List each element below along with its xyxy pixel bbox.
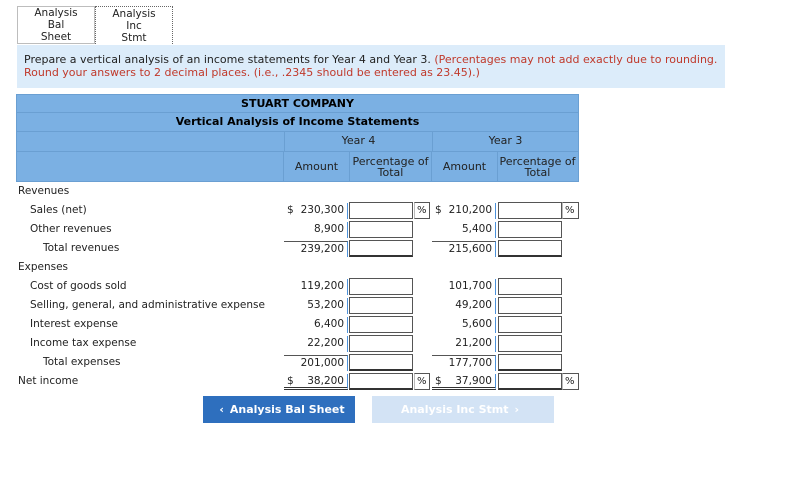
percent-input-y4[interactable] [349, 354, 413, 371]
percent-input-y3[interactable] [498, 316, 562, 333]
amount-y3: 5,600 [432, 317, 496, 333]
amount-y3: 21,200 [432, 336, 496, 352]
currency-sign: $ [435, 204, 442, 216]
row-label: Cost of goods sold [30, 280, 127, 292]
instructions-text: Prepare a vertical analysis of an income statements for Year 4 and Year 3. [24, 53, 431, 66]
amount-y4: 119,200 [284, 279, 348, 295]
pct-header-line2: Total [524, 165, 551, 179]
row-label: Net income [18, 375, 79, 387]
currency-sign: $ [287, 204, 294, 216]
amount-header-y3: Amount [431, 152, 497, 181]
percent-input-y3[interactable] [498, 373, 562, 390]
pct-header-line1: Percentage of [352, 154, 429, 168]
prev-button-label: Analysis Bal Sheet [229, 403, 345, 416]
pct-header-line2: Total [377, 165, 404, 179]
currency-sign: $ [435, 375, 442, 387]
amount-y4: $ 38,200 [284, 374, 348, 390]
tab-analysis-inc-stmt[interactable] [95, 6, 173, 44]
year3-header: Year 3 [432, 132, 578, 151]
tab-analysis-bal-sheet[interactable] [17, 6, 95, 44]
pct-header-line1: Percentage of [499, 154, 576, 168]
amount-y3: 177,700 [432, 355, 496, 371]
percent-input-y4[interactable] [349, 297, 413, 314]
year-header-row [16, 132, 579, 151]
percent-sign: % [417, 376, 427, 387]
instructions-panel [17, 45, 725, 88]
amount-y4: 22,200 [284, 336, 348, 352]
tab-label-line2: Sheet [40, 31, 72, 43]
row-label: Total revenues [43, 242, 120, 254]
percent-sign: % [417, 205, 427, 216]
percent-input-y3[interactable] [498, 297, 562, 314]
table-row-sales [16, 201, 579, 220]
row-label: Sales (net) [30, 204, 87, 216]
percent-sign: % [565, 376, 575, 387]
amount-y3: 215,600 [432, 241, 496, 257]
tab-label-line1: Analysis Inc [112, 7, 156, 32]
percent-input-y4[interactable] [349, 316, 413, 333]
row-label: Selling, general, and administrative expense [30, 299, 265, 311]
percent-input-y3[interactable] [498, 354, 562, 371]
amount-header-y4: Amount [283, 152, 349, 181]
pct-header-y3 [497, 152, 577, 181]
column-header-row [16, 151, 579, 182]
instructions-note: (Percentages may not add exactly due to rounding. Round your answers to 2 decimal places. (i.e., .2345 should be entered as 23.45).) [24, 53, 718, 79]
row-label: Total expenses [43, 356, 121, 368]
tab-bar [17, 6, 173, 44]
next-button-label: Analysis Inc Stmt [400, 403, 509, 416]
chevron-right-icon: › [514, 403, 520, 416]
percent-input-y4[interactable] [349, 335, 413, 352]
amount-y3: $ 210,200 [432, 203, 496, 219]
currency-sign: $ [287, 375, 294, 387]
table-title: Vertical Analysis of Income Statements [16, 113, 579, 132]
pct-header-y4 [349, 152, 431, 181]
table-row-sga [16, 296, 579, 315]
table-row-cogs [16, 277, 579, 296]
section-label: Revenues [18, 185, 70, 197]
percent-input-y4[interactable] [349, 221, 413, 238]
amount-y3: $ 37,900 [432, 374, 496, 390]
amount-y4: 6,400 [284, 317, 348, 333]
row-label: Income tax expense [30, 337, 137, 349]
table-row-income-tax [16, 334, 579, 353]
next-tab-button[interactable] [372, 396, 554, 423]
table-row-interest [16, 315, 579, 334]
amount-y4: 8,900 [284, 222, 348, 238]
chevron-left-icon: ‹ [219, 403, 224, 416]
amount-y4: 239,200 [284, 241, 348, 257]
row-label: Interest expense [30, 318, 118, 330]
section-label: Expenses [18, 261, 69, 273]
percent-input-y3[interactable] [498, 202, 562, 219]
tab-label-line2: Stmt [121, 31, 147, 44]
table-row-total-revenues [16, 239, 579, 258]
amount-y4: 201,000 [284, 355, 348, 371]
percent-input-y3[interactable] [498, 335, 562, 352]
section-row-revenues [16, 182, 579, 201]
percent-sign: % [565, 205, 575, 216]
amount-y3: 5,400 [432, 222, 496, 238]
percent-input-y3[interactable] [498, 278, 562, 295]
percent-input-y4[interactable] [349, 240, 413, 257]
percent-input-y4[interactable] [349, 373, 413, 390]
table-row-other-revenues [16, 220, 579, 239]
prev-tab-button[interactable] [203, 396, 355, 423]
tab-label-line1: Analysis Bal [34, 7, 78, 31]
table-row-net-income [16, 372, 579, 391]
percent-input-y3[interactable] [498, 240, 562, 257]
percent-input-y3[interactable] [498, 221, 562, 238]
percent-input-y4[interactable] [349, 202, 413, 219]
amount-y4: $ 230,300 [284, 203, 348, 219]
vertical-analysis-table [16, 94, 579, 391]
amount-y4: 53,200 [284, 298, 348, 314]
amount-y3: 101,700 [432, 279, 496, 295]
table-row-total-expenses [16, 353, 579, 372]
percent-input-y4[interactable] [349, 278, 413, 295]
row-label: Other revenues [30, 223, 112, 235]
year4-header: Year 4 [284, 132, 432, 151]
amount-y3: 49,200 [432, 298, 496, 314]
company-name: STUART COMPANY [16, 94, 579, 113]
section-row-expenses [16, 258, 579, 277]
